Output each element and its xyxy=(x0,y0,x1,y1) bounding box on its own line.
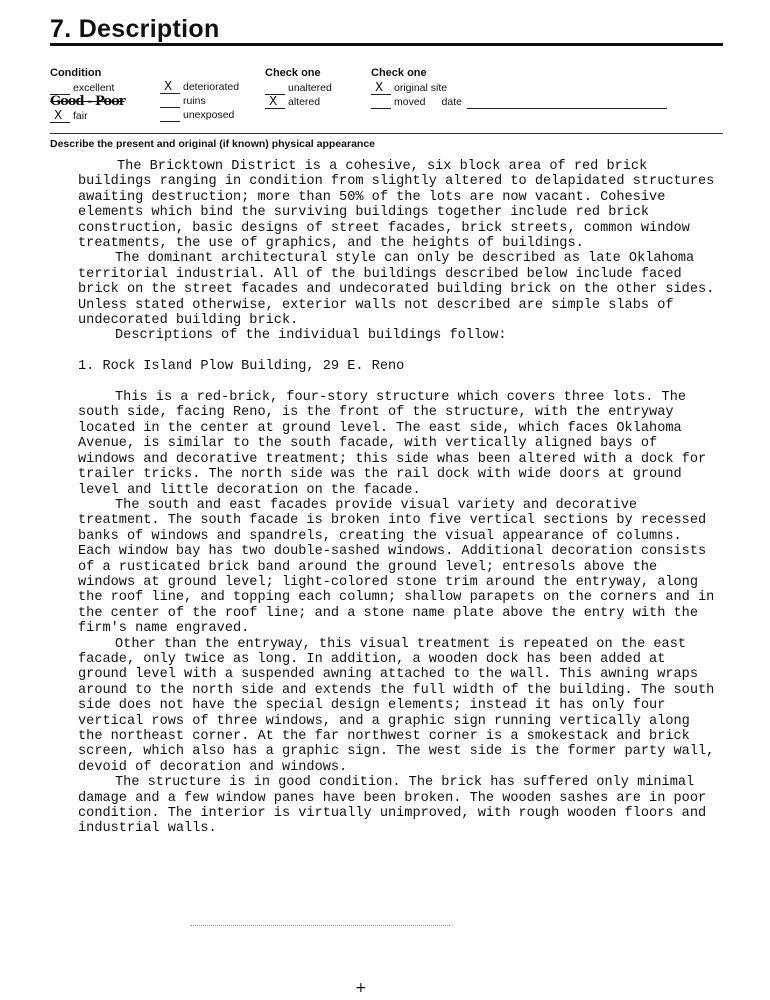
checkbox-checked[interactable] xyxy=(265,94,285,109)
deteriorated-option[interactable] xyxy=(160,80,239,94)
intro-paragraph-2: The dominant architectural style can only be described as late Oklahoma territorial industrial. All of the buildings described below include faced brick on the street facades and undecorated building brick on the other sides. Unless stated otherwise, exterior walls not described are simple slabs of undecorated building brick. xyxy=(78,251,715,329)
section-title: 7. Description xyxy=(50,15,220,43)
excellent-label: excellent xyxy=(73,82,115,94)
unexposed-option[interactable] xyxy=(160,108,239,122)
checkbox-checked[interactable] xyxy=(160,79,180,94)
building-heading: 1. Rock Island Plow Building, 29 E. Reno xyxy=(78,359,405,375)
original-site-option[interactable] xyxy=(371,81,667,95)
altered-label: altered xyxy=(288,96,321,108)
section-divider xyxy=(50,133,723,134)
good-handwritten-option xyxy=(50,95,128,109)
condition-group-2 xyxy=(160,80,239,122)
checkbox-blank[interactable] xyxy=(371,97,391,109)
date-label: date xyxy=(441,96,462,108)
moved-option[interactable] xyxy=(371,95,667,109)
describe-heading: Describe the present and original (if known) physical appearance xyxy=(50,138,376,150)
moved-label: moved xyxy=(394,96,426,108)
checkbox-blank[interactable] xyxy=(50,83,70,95)
check-mark-icon: X xyxy=(375,80,384,94)
building-paragraph-4: The structure is in good condition. The brick has suffered only minimal damage and a few window panes have been broken. The wooden sashes are in poor condition. The interior is virtually unimproved, with rough wooden floors and industrial walls. xyxy=(78,775,707,837)
spacer xyxy=(78,375,718,390)
heading-rule xyxy=(50,43,723,46)
deteriorated-label: deteriorated xyxy=(183,81,240,93)
check-mark-icon: X xyxy=(164,79,173,93)
original-site-label: original site xyxy=(394,82,448,94)
ruins-label: ruins xyxy=(183,95,206,107)
building-paragraph-3: Other than the entryway, this visual treatment is repeated on the east facade, only twice as long. In addition, a wooden dock has been added at ground level with a suspended awning attached to the wall. This awning wraps around to the north side and extends the full width of the building. The south side does not have the special design elements; instead it has only four vertical rows of three windows, and a graphic sign running vertically along the northeast corner. At the far northwest corner is a smokestack and brick screen, which also has a graphic sign. The west side is the former party wall, devoid of decoration and windows. xyxy=(78,636,715,775)
intro-paragraph-3: Descriptions of the individual buildings follow: xyxy=(115,328,507,344)
building-paragraph-2: The south and east facades provide visual variety and decorative treatment. The south facade is broken into five vertical sections by recessed banks of windows and spandrels, creating the visual appearance of columns. Each window bay has two double-sashed windows. Additional decoration consists of a rusticated brick band around the ground level; entresols above the windows at ground level; light-colored stone trim around the entryway, along the roof line, and topping each column; shallow parapets on the corners and in the center of the roof line; and a stone name plate above the entry with the firm's name engraved. xyxy=(78,497,715,637)
building-paragraph-1: This is a red-brick, four-story structure which covers three lots. The south side, facing Reno, is the front of the structure, with the entryway located in the center at ground level. The east side, which faces Oklahoma Avenue, is similar to the south facade, with vertically aligned bays of windows and decorative treatment; this side whas been altered with a dock for trailer tricks. The north side was the rail dock with wide doors at ground level and little decoration on the facade. xyxy=(78,390,707,498)
condition-group xyxy=(50,66,128,123)
page-footer-mark: + xyxy=(355,980,367,996)
date-field[interactable] xyxy=(467,97,667,109)
site-group xyxy=(371,66,667,109)
fair-label: fair xyxy=(73,110,88,122)
unaltered-option[interactable] xyxy=(265,81,332,95)
checkbox-checked[interactable] xyxy=(371,80,391,95)
check-mark-icon: X xyxy=(269,94,278,108)
check-mark-icon: X xyxy=(54,108,63,122)
checkbox-blank[interactable] xyxy=(160,96,180,108)
handwritten-good-poor: Good - Poor xyxy=(50,94,125,109)
checkbox-checked[interactable] xyxy=(50,108,70,123)
alteration-heading: Check one xyxy=(265,67,321,79)
unaltered-label: unaltered xyxy=(288,82,332,94)
unexposed-label: unexposed xyxy=(183,109,235,121)
altered-option[interactable] xyxy=(265,95,332,109)
checkbox-blank[interactable] xyxy=(160,110,180,122)
excellent-option[interactable] xyxy=(50,81,128,95)
ruins-option[interactable] xyxy=(160,94,239,108)
alteration-group xyxy=(265,66,332,109)
intro-paragraph-1: The Bricktown District is a cohesive, six block area of red brick buildings ranging in condition from slightly altered to delapidated structures awaiting destruction; more than 50% of the lots are now vacant. Cohesive elements which bind the surviving buildings together include red brick construction, basic designs of street facades, brick streets, common window treatments, the use of graphics, and the heights of buildings. xyxy=(78,159,715,252)
scan-specks xyxy=(190,925,450,928)
condition-heading: Condition xyxy=(50,67,102,79)
description-body xyxy=(78,159,718,837)
spacer xyxy=(78,344,718,359)
fair-option[interactable] xyxy=(50,109,128,123)
site-heading: Check one xyxy=(371,67,427,79)
